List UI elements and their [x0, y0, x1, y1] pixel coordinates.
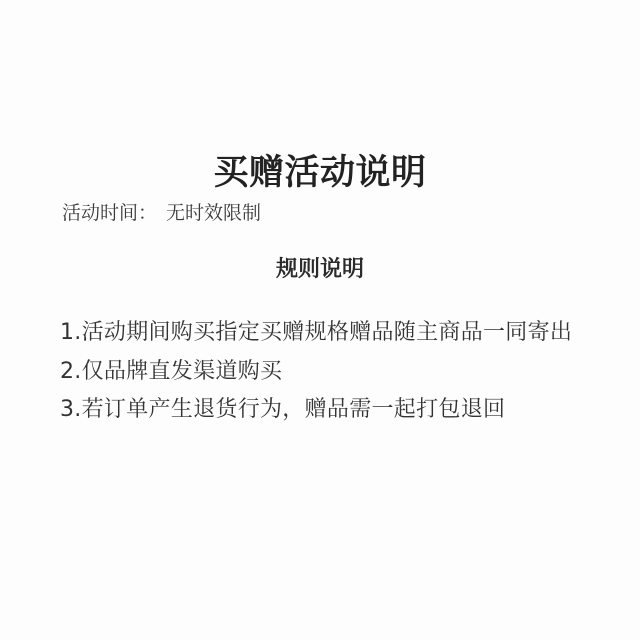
rules-list — [60, 314, 610, 430]
activity-time-label: 活动时间： — [62, 202, 158, 224]
activity-time-value: 无时效限制 — [166, 202, 262, 224]
rule-item-3: 3.若订单产生退货行为，赠品需一起打包退回 — [60, 397, 506, 422]
page-title: 买赠活动说明 — [213, 153, 427, 194]
rules-section-heading: 规则说明 — [275, 257, 364, 282]
rule-item-1: 1.活动期间购买指定买赠规格赠品随主商品一同寄出 — [60, 320, 573, 345]
rule-item-2: 2.仅品牌直发渠道购买 — [60, 358, 283, 384]
activity-time-line — [62, 198, 261, 225]
